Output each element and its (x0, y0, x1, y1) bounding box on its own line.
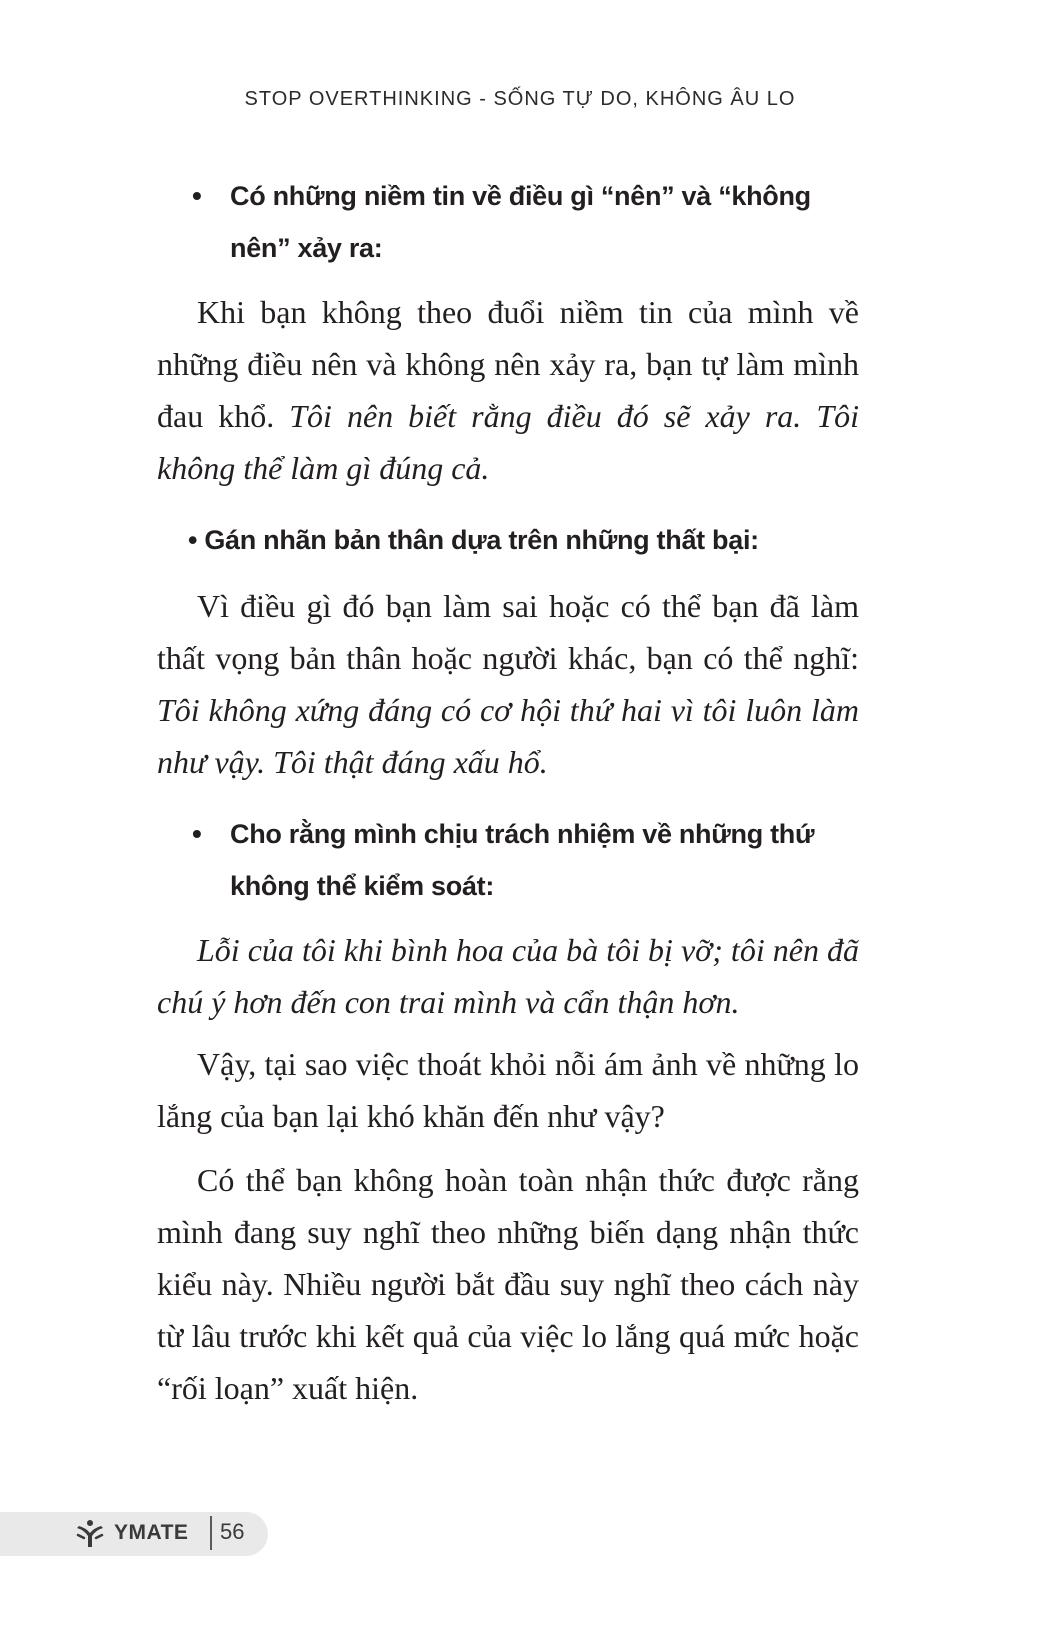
bullet-dot: • (192, 180, 202, 211)
section-1-heading-line1: Có những niềm tin về điều gì “nên” và “không (230, 181, 811, 211)
section-1-paragraph-plain: Khi bạn không theo đuổi niềm tin của mình về những điều nên và không nên xảy ra, bạn tự làm mình đau khổ. (157, 294, 859, 434)
section-1-paragraph-italic: Tôi nên biết rằng điều đó sẽ xảy ra. Tôi không thể làm gì đúng cả. (157, 398, 859, 486)
section-3-heading-line1: Cho rằng mình chịu trách nhiệm về những thứ (230, 819, 815, 849)
section-3-heading (192, 808, 872, 912)
bullet-dot: • (192, 818, 202, 849)
section-2-heading (188, 514, 878, 566)
closing-paragraph-1-text: Vậy, tại sao việc thoát khỏi nỗi ám ảnh về những lo lắng của bạn lại khó khăn đến như vậy? (157, 1046, 859, 1134)
bullet-dot: • (188, 525, 198, 555)
ymate-logo-icon (74, 1519, 106, 1549)
page-number: 56 (220, 1519, 245, 1544)
section-2-paragraph-italic: Tôi không xứng đáng có cơ hội thứ hai vì tôi luôn làm như vậy. Tôi thật đáng xấu hổ. (157, 692, 859, 780)
section-2-paragraph (157, 580, 859, 788)
closing-paragraph-2 (157, 1154, 859, 1414)
footer-separator (210, 1516, 212, 1550)
running-header: STOP OVERTHINKING - SỐNG TỰ DO, KHÔNG ÂU LO (244, 88, 796, 110)
section-2-paragraph-plain: Vì điều gì đó bạn làm sai hoặc có thể bạn đã làm thất vọng bản thân hoặc người khác, bạn có thể nghĩ: (157, 588, 859, 676)
section-3-heading-line2: không thể kiểm soát: (230, 871, 495, 901)
closing-paragraph-2-text: Có thể bạn không hoàn toàn nhận thức được rằng mình đang suy nghĩ theo những biến dạng nhận thức kiểu này. Nhiều người bắt đầu suy nghĩ theo cách này từ lâu trước khi kết quả của việc lo lắng quá mức hoặc “rối loạn” xuất hiện. (157, 1162, 859, 1406)
section-1-heading-line2: nên” xảy ra: (230, 233, 383, 263)
section-2-heading-line1: Gán nhãn bản thân dựa trên những thất bại: (204, 525, 759, 555)
closing-paragraph-1 (157, 1038, 859, 1142)
footer-brand: YMATE (114, 1521, 189, 1544)
section-3-paragraph-italic: Lỗi của tôi khi bình hoa của bà tôi bị vỡ; tôi nên đã chú ý hơn đến con trai mình và cẩn thận hơn. (157, 932, 859, 1020)
section-3-paragraph (157, 924, 859, 1028)
section-1-paragraph (157, 286, 859, 494)
section-1-heading (192, 170, 872, 274)
